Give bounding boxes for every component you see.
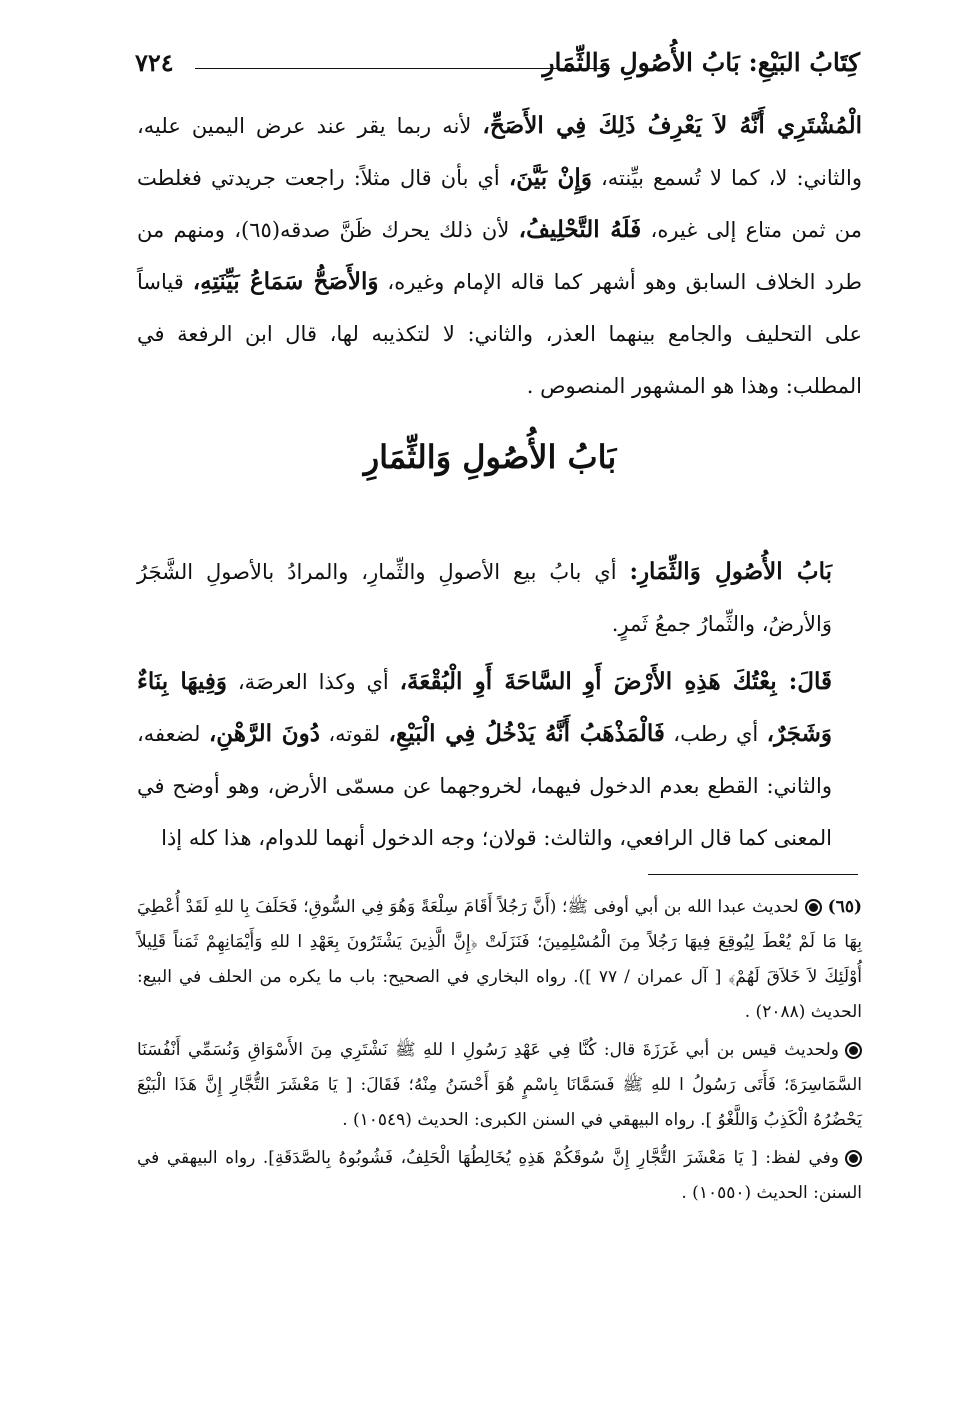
- commentary-text: أي بابُ بيع الأصولِ والثِّمارِ، والمرادُ بالأصولِ الشَّجَرُ وَالأرضُ، والثِّمارُ جمعُ ثَمرٍ.: [137, 560, 832, 636]
- footnote-text: لحديث عبدا الله بن أبي أوفى ﷺ؛ (أَنَّ رَجُلاً أَقَامَ سِلْعَةً وَهُوَ فِي السُّوقِ؛ فَحَلَفَ بِا للهِ لَقَدْ أُعْطِيَ بِهَا مَا لَمْ يُعْطَ لِيُوقِعَ فِيهَا رَجُلاً مِنَ الْمُسْلِمِينَ؛ فَنَزَلَتْ ﴿إِنَّ الَّذِينَ يَشْتَرُونَ بِعَهْدِ ا للهِ وَأَيْمَانِهِمْ ثَمَناً قَلِيلاً أُوْلَئِكَ لاَ خَلاَقَ لَهُمْ﴾ [ آل عمران / ٧٧ ]). رواه البخاري في الصحيح: باب ما يكره من الحلف في البيع: الحديث (٢٠٨٨) .: [137, 897, 863, 1022]
- matn-text: وَالأَصَحُّ سَمَاعُ بَيِّنَتِهِ،: [192, 268, 379, 295]
- commentary-text: لأنه ربما يقر عند عرض اليمين عليه، والثاني: لا، كما لا تُسمع بيِّنته،: [137, 114, 863, 190]
- footnote: [137, 1141, 862, 1211]
- commentary-text: قياساً على التحليف والجامع بينهما العذر، والثاني: لا لتكذيبه لها، قال ابن الرفعة في المطلب: وهذا هو المشهور المنصوص .: [137, 270, 862, 398]
- bullet-circle-icon: [845, 1150, 862, 1167]
- bullet-circle-icon: [845, 1042, 862, 1059]
- commentary-text: لأن ذلك يحرك ظَنَّ صدقه(٦٥)، ومنهم من طرد الخلاف السابق وهو أشهر كما قاله الإمام وغيره،: [137, 218, 862, 294]
- commentary-text: أي وكذا العرصَة،: [227, 670, 400, 694]
- matn-text: فَلَهُ التَّحْلِيفُ،: [518, 216, 642, 243]
- header-rule: [195, 68, 610, 69]
- paragraph: [137, 100, 862, 412]
- commentary-text: لضعفه، والثاني: القطع بعدم الدخول فيهما، لخروجهما عن مسمّى الأرض، وهو أوضح في المعنى كما قال الرافعي، والثالث: قولان؛ وجه الدخول أنهما للدوام، هذا كله إذا: [137, 722, 832, 850]
- section-2-text: [137, 546, 862, 864]
- footnote-text: وفي لفظ: [ يَا مَعْشَرَ التُّجَّارِ إِنَّ سُوقَكُمْ هَذِهِ يُخَالِطُهَا الْحَلِفُ، فَشُوبُوهُ بِالصَّدَقَةِ]. رواه البيهقي في السنن: الحديث (١٠٥٥٠) .: [137, 1148, 862, 1203]
- commentary-text: لقوته،: [319, 722, 389, 746]
- footnote-text: ولحديث قيس بن أبي غَرَزَةَ قال: كُنَّا فِي عَهْدِ رَسُولِ ا للهِ ﷺ نَشْتَرِي مِنَ الأَسْوَاقِ وَنُسَمِّي أَنْفُسَنَا السَّمَاسِرَةَ؛ فَأَتَى رَسُولُ ا للهِ ﷺ فَسَمَّانَا بِاسْمٍ هُوَ أَحْسَنُ مِنْهُ؛ فَقَالَ: [ يَا مَعْشَرَ التُّجَّارِ إِنَّ هَذَا الْبَيْعَ يَحْضُرُهُ الْكَذِبُ وَاللَّغْوُ ]. رواه البيهقي في السنن الكبرى: الحديث (١٠٥٤٩) .: [137, 1040, 862, 1130]
- section-1-text: [137, 100, 862, 412]
- commentary-text: أي بأن قال مثلاً: راجعت جريدتي فغلطت من ثمن متاع إلى غيره،: [137, 166, 862, 242]
- footnote-rule: [648, 874, 858, 875]
- matn-text: فَالْمَذْهَبُ أَنَّهُ يَدْخُلُ فِي الْبَيْعِ،: [388, 720, 665, 747]
- matn-text: دُونَ الرَّهْنِ،: [208, 720, 320, 747]
- running-title: كِتَابُ البَيْعِ: بَابُ الأُصُولِ وَالثِّمَارِ: [542, 48, 860, 77]
- footnote-number: (٦٥): [827, 897, 862, 917]
- paragraph: [137, 656, 862, 864]
- matn-text: وَفِيهَا بِنَاءٌ وَشَجَرٌ،: [137, 668, 832, 747]
- section-title: بَابُ الأُصُولِ وَالثِّمَارِ: [363, 438, 617, 476]
- commentary-text: أي رطب،: [664, 722, 767, 746]
- matn-text: قَالَ: بِعْتُكَ هَذِهِ الأَرْضَ أَوِ السَّاحَةَ أَوِ الْبُقْعَةَ،: [399, 668, 833, 695]
- paragraph: [137, 546, 862, 650]
- page-number: ٧٢٤: [135, 48, 174, 77]
- footnotes: [137, 890, 862, 1214]
- matn-text: بَابُ الأُصُولِ وَالثِّمَارِ:: [629, 558, 832, 585]
- matn-text: وَإِنْ بَيَّنَ،: [508, 164, 592, 191]
- matn-text: الْمُشْتَرِي أَنَّهُ لاَ يَعْرِفُ ذَلِكَ فِي الأَصَحِّ،: [482, 112, 863, 139]
- bullet-circle-icon: [805, 899, 822, 916]
- page-header: [135, 40, 860, 84]
- footnote: [137, 1033, 862, 1138]
- footnote: [137, 890, 862, 1030]
